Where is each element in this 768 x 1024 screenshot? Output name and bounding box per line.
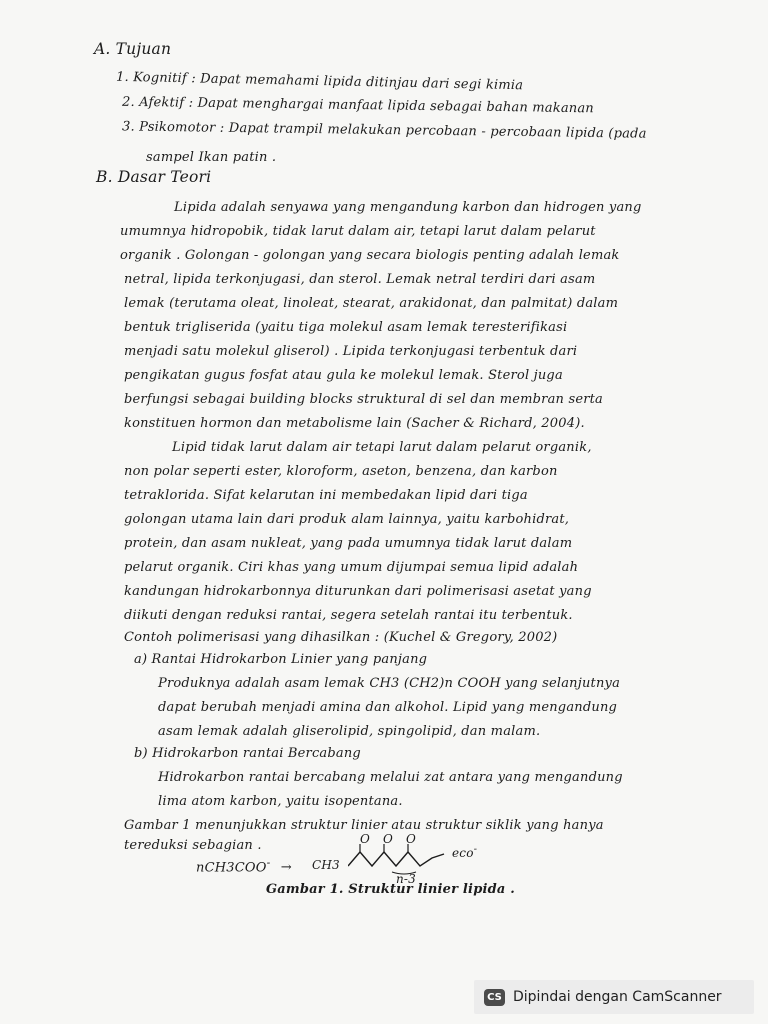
figure-caption: Gambar 1. Struktur linier lipida . (266, 882, 515, 897)
body-line: asam lemak adalah gliserolipid, spingolipid, dan malam. (158, 724, 541, 739)
repeat-unit-label: n-3 (396, 872, 417, 886)
body-line: kandungan hidrokarbonnya diturunkan dari polimerisasi asetat yang (124, 584, 592, 599)
oxygen-label: O (383, 832, 394, 846)
objective-cognitive: 1. Kognitif : Dapat memahami lipida ditinjau dari segi kimia (115, 69, 524, 94)
body-line: diikuti dengan reduksi rantai, segera setelah rantai itu terbentuk. (124, 608, 573, 623)
objective-affective: 2. Afektif : Dapat menghargai manfaat lipida sebagai bahan makanan (121, 94, 595, 117)
objective-psychomotor-continued: sampel Ikan patin . (146, 150, 277, 165)
body-line: protein, dan asam nukleat, yang pada umumnya tidak larut dalam (124, 536, 573, 551)
objective-psychomotor: 3. Psikomotor : Dapat trampil melakukan percobaan - percobaan lipida (pada (121, 119, 647, 142)
section-a-title: A. Tujuan (94, 40, 172, 58)
body-line: umumnya hidropobik, tidak larut dalam air, tetapi larut dalam pelarut (120, 224, 596, 239)
oxygen-label: O (360, 832, 371, 846)
body-line: pengikatan gugus fosfat atau gula ke molekul lemak. Sterol juga (124, 368, 563, 383)
body-line: Contoh polimerisasi yang dihasilkan : (Kuchel & Gregory, 2002) (124, 630, 558, 645)
body-line: pelarut organik. Ciri khas yang umum dijumpai semua lipid adalah (124, 560, 579, 575)
end-group: eco- (452, 844, 478, 860)
body-line: tereduksi sebagian . (124, 838, 262, 853)
body-line: dapat berubah menjadi amina dan alkohol. Lipid yang mengandung (158, 700, 618, 715)
oxygen-label: O (406, 832, 417, 846)
body-line: Hidrokarbon rantai bercabang melalui zat antara yang mengandung (158, 770, 623, 785)
body-line: Lipida adalah senyawa yang mengandung karbon dan hidrogen yang (174, 200, 642, 215)
body-line: b) Hidrokarbon rantai Bercabang (134, 746, 361, 761)
body-line: golongan utama lain dari produk alam lainnya, yaitu karbohidrat, (124, 512, 570, 527)
body-line: konstituen hormon dan metabolisme lain (Sacher & Richard, 2004). (124, 416, 585, 431)
body-line: netral, lipida terkonjugasi, dan sterol. Lemak netral terdiri dari asam (124, 272, 596, 287)
body-line: Gambar 1 menunjukkan struktur linier atau struktur siklik yang hanya (124, 818, 604, 833)
camscanner-text: Dipindai dengan CamScanner (513, 989, 722, 1005)
camscanner-logo-icon: CS (484, 989, 505, 1006)
section-b-title: B. Dasar Teori (96, 168, 212, 186)
camscanner-watermark (474, 980, 754, 1014)
body-line: menjadi satu molekul gliserol) . Lipida terkonjugasi terbentuk dari (124, 344, 578, 359)
body-line: tetraklorida. Sifat kelarutan ini membedakan lipid dari tiga (124, 488, 528, 503)
body-line: lima atom karbon, yaitu isopentana. (158, 794, 403, 809)
body-line: bentuk trigliserida (yaitu tiga molekul asam lemak teresterifikasi (124, 320, 568, 335)
body-line: Lipid tidak larut dalam air tetapi larut dalam pelarut organik, (172, 440, 592, 455)
body-line: lemak (terutama oleat, linoleat, stearat, arakidonat, dan palmitat) dalam (124, 296, 619, 311)
acetate-formula: nCH3COO- → (196, 856, 292, 876)
body-line: a) Rantai Hidrokarbon Linier yang panjang (134, 652, 428, 667)
ch3-group: CH3 (312, 858, 340, 872)
body-line: organik . Golongan - golongan yang secara biologis penting adalah lemak (120, 248, 620, 263)
body-line: non polar seperti ester, kloroform, aseton, benzena, dan karbon (124, 464, 558, 479)
body-line: berfungsi sebagai building blocks struktural di sel dan membran serta (124, 392, 604, 407)
body-line: Produknya adalah asam lemak CH3 (CH2)n COOH yang selanjutnya (158, 676, 621, 691)
